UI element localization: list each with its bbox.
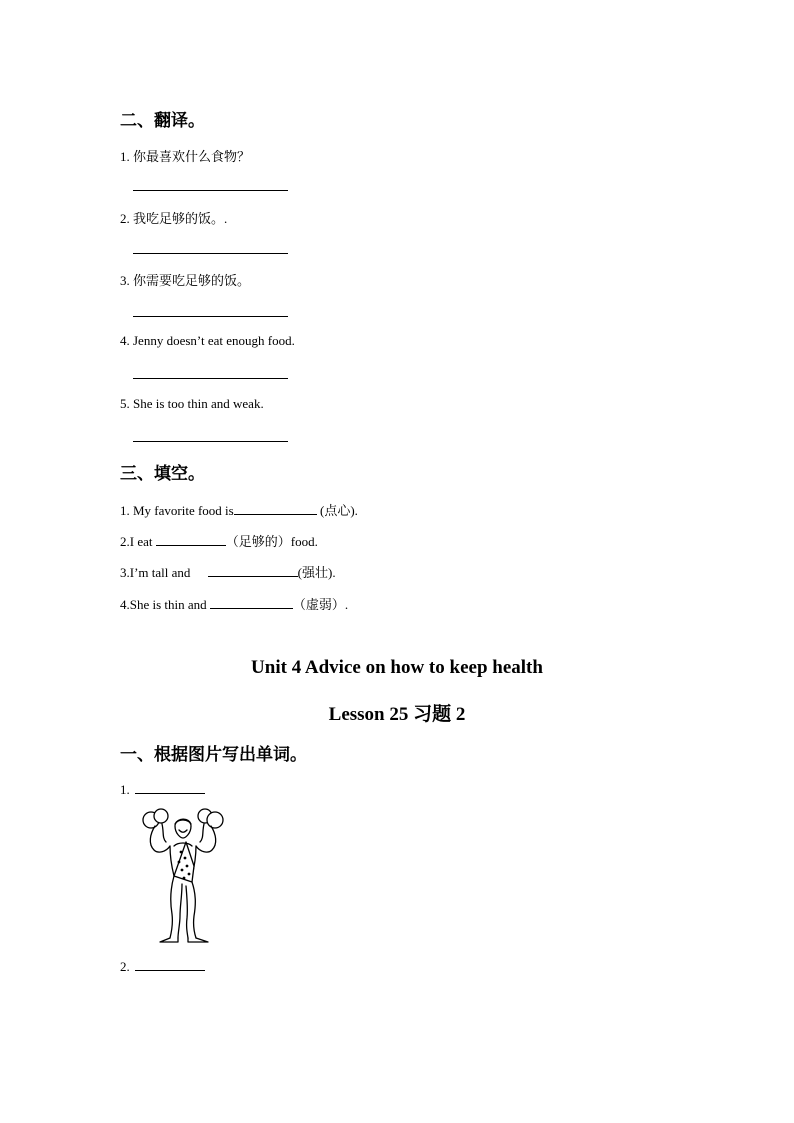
fill-item-4 [120,594,348,613]
answer-line-1[interactable] [133,190,288,191]
section-picture-heading: 一、根据图片写出单词。 [120,745,307,764]
answer-line-4[interactable] [133,378,288,379]
fill-blank-1[interactable] [234,502,317,515]
unit-title: Unit 4 Advice on how to keep health [251,657,543,678]
fill-blank-3[interactable] [208,564,298,577]
fill-item-3 [120,562,336,581]
picture-blank-1[interactable] [135,781,205,794]
answer-line-2[interactable] [133,253,288,254]
fill-item-4-before: 4.She is thin and [120,597,210,612]
section-translate-heading: 二、翻译。 [120,111,205,130]
lesson-title: Lesson 25 习题 2 [328,704,466,725]
picture-item-1-number: 1. [120,782,130,797]
translate-item-1: 1. 你最喜欢什么食物？ [120,149,251,164]
translate-item-4: 4. Jenny doesn’t eat enough food. [120,333,295,348]
fill-item-2 [120,531,318,550]
answer-line-5[interactable] [133,441,288,442]
fill-item-3-after: (强壮). [297,565,336,580]
translate-item-2: 2. 我吃足够的饭。. [120,211,228,226]
picture-item-1 [120,781,205,798]
section-fill-heading: 三、填空。 [120,464,205,483]
picture-item-2-number: 2. [120,959,130,974]
answer-line-3[interactable] [133,316,288,317]
fill-item-2-before: 2.I eat [120,534,156,549]
translate-item-5: 5. She is too thin and weak. [120,396,264,411]
fill-item-1 [120,500,358,519]
picture-blank-2[interactable] [135,958,205,971]
translate-item-3: 3. 你需要吃足够的饭。 [120,273,251,288]
fill-item-1-before: 1. My favorite food is [120,503,234,518]
fill-item-4-after: （虚弱）. [292,597,349,612]
picture-item-2 [120,958,205,975]
fill-blank-4[interactable] [210,596,293,609]
strongman-illustration [140,806,226,948]
fill-item-2-after: （足够的）food. [225,534,318,549]
fill-item-3-before: 3.I’m tall and [120,565,194,580]
fill-item-1-after: (点心). [316,503,358,518]
fill-blank-2[interactable] [156,533,226,546]
